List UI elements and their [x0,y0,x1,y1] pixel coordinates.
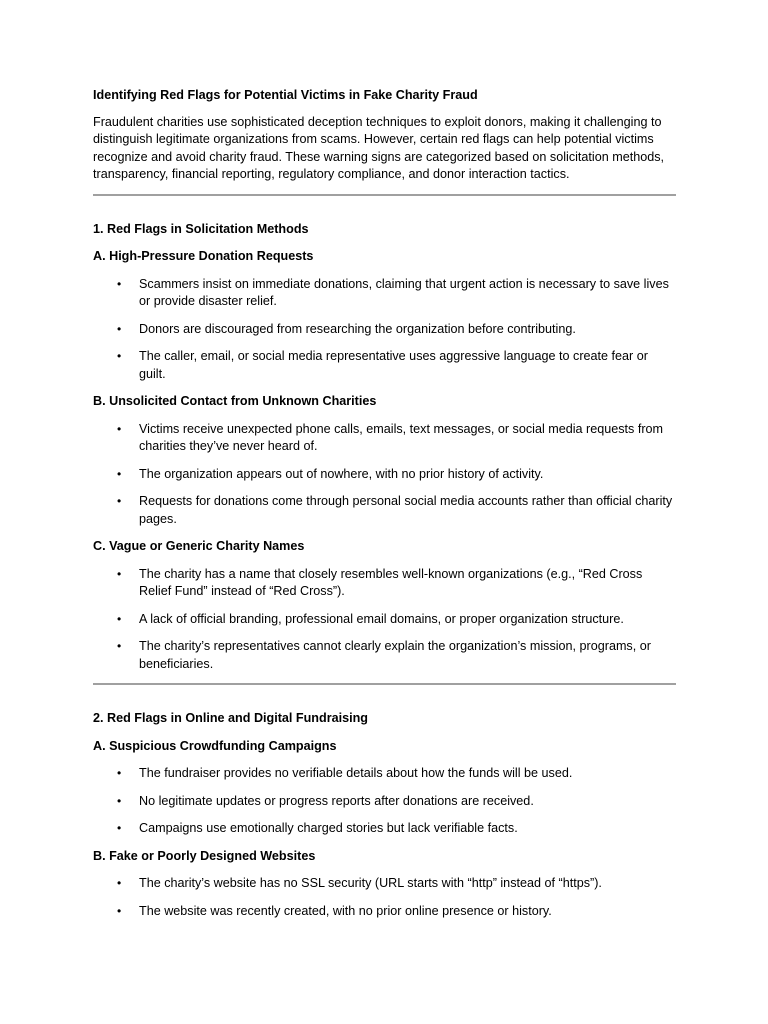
list-item-text: Donors are discouraged from researching the organization before contributing. [139,321,576,336]
subsection-heading: B. Fake or Poorly Designed Websites [93,848,316,863]
list-item-text: The charity has a name that closely resembles well-known organizations (e.g., “Red Cross Relief Fund” instead of “Red Cross”). [139,566,643,598]
list-item [117,566,676,601]
intro-paragraph: Fraudulent charities use sophisticated deception techniques to exploit donors, making it challenging to distinguish legitimate organizations from scams. However, certain red flags can help potential victims recognize and avoid charity fraud. These warning signs are categorized based on solicitation methods, transparency, financial reporting, regulatory compliance, and donor interaction tactics. [93,114,665,181]
bullet-icon: • [117,639,122,653]
bullet-icon: • [117,566,122,581]
list-item-text: The caller, email, or social media representative uses aggressive language to create fear or guilt. [139,349,648,381]
list-item [117,638,676,673]
bullet-list [93,421,676,529]
list-item-text: No legitimate updates or progress reports after donations are received. [139,793,534,808]
list-item [117,875,676,893]
bullet-icon: • [117,793,122,808]
list-item-text: The website was recently created, with no prior online presence or history. [139,903,552,918]
list-item [117,321,676,339]
list-item [117,348,676,383]
list-item-text: Requests for donations come through personal social media accounts rather than official charity pages. [139,494,673,526]
subsection-heading: C. Vague or Generic Charity Names [93,539,305,553]
bullet-icon: • [117,349,122,363]
bullet-list [93,875,676,920]
list-item [117,820,676,838]
document-title: Identifying Red Flags for Potential Victims in Fake Charity Fraud [93,88,478,102]
subsection-heading: A. High-Pressure Donation Requests [93,249,314,263]
bullet-list [93,566,676,674]
list-item-text: The organization appears out of nowhere, with no prior history of activity. [139,466,544,481]
list-item-text: Victims receive unexpected phone calls, emails, text messages, or social media requests from charities they’ve never heard of. [139,421,664,453]
bullet-icon: • [117,276,122,291]
list-item [117,903,676,921]
list-item-text: Campaigns use emotionally charged stories but lack verifiable facts. [139,821,518,835]
section-solicitation-methods [93,221,676,674]
bullet-icon: • [117,876,122,890]
list-item-text: The charity’s representatives cannot clearly explain the organization’s mission, programs, or beneficiaries. [139,639,651,671]
section-divider [93,194,676,196]
list-item [117,421,676,456]
bullet-icon: • [117,494,122,508]
list-item-text: Scammers insist on immediate donations, claiming that urgent action is necessary to save lives or provide disaster relief. [139,276,669,308]
bullet-icon: • [117,611,122,626]
bullet-icon: • [117,903,122,918]
section-online-fundraising [93,710,676,920]
subsection-heading: B. Unsolicited Contact from Unknown Charities [93,394,377,408]
section-heading: 2. Red Flags in Online and Digital Fundraising [93,711,368,725]
list-item [117,793,676,811]
subsection-heading: A. Suspicious Crowdfunding Campaigns [93,738,337,753]
bullet-icon: • [117,421,122,436]
list-item-text: The fundraiser provides no verifiable details about how the funds will be used. [139,766,573,780]
list-item [117,765,676,783]
list-item-text: The charity’s website has no SSL security (URL starts with “http” instead of “https”). [139,876,602,890]
section-divider [93,683,676,685]
list-item-text: A lack of official branding, professional email domains, or proper organization structure. [139,611,624,626]
list-item [117,611,676,629]
bullet-icon: • [117,766,122,780]
list-item [117,276,676,311]
list-item [117,493,676,528]
bullet-icon: • [117,321,122,336]
section-heading: 1. Red Flags in Solicitation Methods [93,221,309,236]
list-item [117,466,676,484]
bullet-icon: • [117,821,122,835]
bullet-list [93,276,676,384]
bullet-icon: • [117,466,122,481]
bullet-list [93,765,676,838]
